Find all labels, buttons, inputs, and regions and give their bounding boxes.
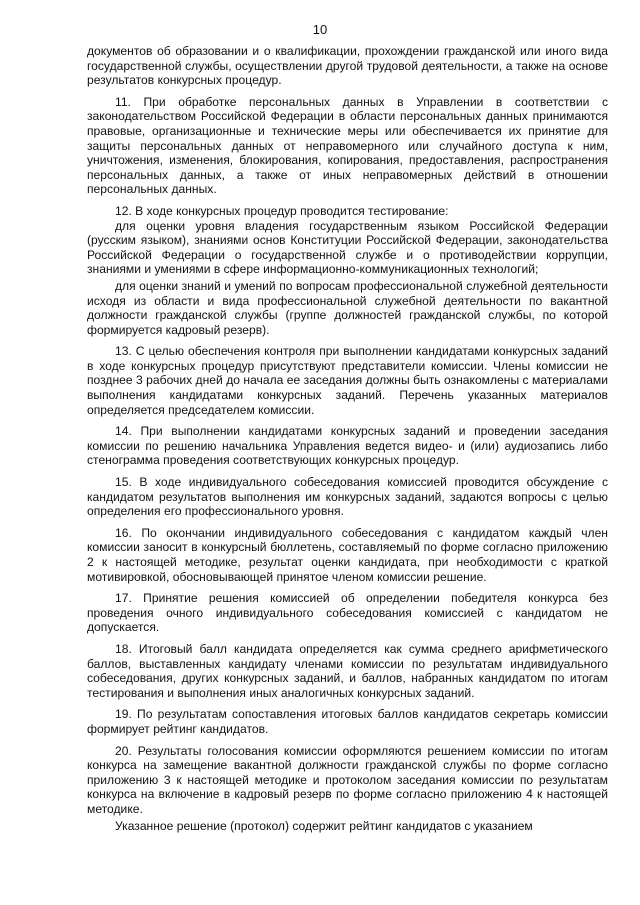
paragraph-20-continuation: Указанное решение (протокол) содержит рейтинг кандидатов с указанием [115, 818, 533, 833]
paragraph-20: 20. Результаты голосования комиссии оформляются решением комиссии по итогам конкурса на замещение вакантной должности гражданской службы по форме согласно приложению 3 к настоящей методике и протоколом заседания комиссии по результатам конкурса на включение в кадровый резерв по форме согласно приложению 4 к настоящей методике. [87, 743, 608, 816]
paragraph-17: 17. Принятие решения комиссией об определении победителя конкурса без проведения очного индивидуального собеседования комиссией с кандидатом не допускается. [87, 591, 608, 635]
paragraph-12: 12. В ходе конкурсных процедур проводится тестирование: [115, 203, 449, 218]
page-number: 10 [312, 22, 328, 37]
paragraph-11: 11. При обработке персональных данных в Управлении в соответствии с законодательством Российской Федерации в области персональных данных принимаются правовые, организационные и технические меры или обеспечивается их принятие для защиты персональных данных от неправомерного или случайного доступа к ним, уничтожения, изменения, блокирования, копирования, предоставления, распространения персональных данных, а также от иных неправомерных действий в отношении персональных данных. [87, 94, 608, 197]
paragraph-18: 18. Итоговый балл кандидата определяется как сумма среднего арифметического баллов, выставленных кандидату членами комиссии по результатам индивидуального собеседования, других конкурсных заданий, и баллов, набранных кандидатом по итогам тестирования и выполнения иных аналогичных конкурсных заданий. [87, 641, 608, 700]
paragraph-12-item-2: для оценки знаний и умений по вопросам профессиональной служебной деятельности исходя из области и вида профессиональной служебной деятельности по вакантной должности гражданской службы (группе должностей гражданской службы, по которой формируется кадровый резерв). [87, 278, 608, 337]
paragraph-19: 19. По результатам сопоставления итоговых баллов кандидатов секретарь комиссии формирует рейтинг кандидатов. [87, 707, 608, 736]
paragraph-13: 13. С целью обеспечения контроля при выполнении кандидатами конкурсных заданий в ходе конкурсных процедур присутствуют представители комиссии. Члены комиссии не позднее 3 рабочих дней до начала ее заседания должны быть ознакомлены с материалами выполнения кандидатами конкурсных заданий. Перечень указанных материалов определяется председателем комиссии. [87, 344, 608, 417]
paragraph-14: 14. При выполнении кандидатами конкурсных заданий и проведении заседания комиссии по решению начальника Управления ведется видео- и (или) аудиозапись либо стенограмма проведения соответствующих конкурсных процедур. [87, 424, 608, 468]
document-body [87, 44, 608, 833]
paragraph-12-item-1: для оценки уровня владения государственным языком Российской Федерации (русским языком), знаниями основ Конституции Российской Федерации, законодательства Российской Федерации о государственной службе и о противодействии коррупции, знаниями и умениями в сфере информационно-коммуникационных технологий; [87, 218, 608, 277]
paragraph-continuation: документов об образовании и о квалификации, прохождении гражданской или иного вида государственной службы, осуществлении другой трудовой деятельности, а также на основе результатов конкурсных процедур. [87, 44, 608, 88]
paragraph-16: 16. По окончании индивидуального собеседования с кандидатом каждый член комиссии заносит в конкурсный бюллетень, составляемый по форме согласно приложению 2 к настоящей методике, результат оценки кандидата, при необходимости с краткой мотивировкой, обосновывающей принятое членом комиссии решение. [87, 525, 608, 584]
paragraph-15: 15. В ходе индивидуального собеседования комиссией проводится обсуждение с кандидатом результатов выполнения им конкурсных заданий, задаются вопросы с целью определения его профессионального уровня. [87, 475, 608, 519]
